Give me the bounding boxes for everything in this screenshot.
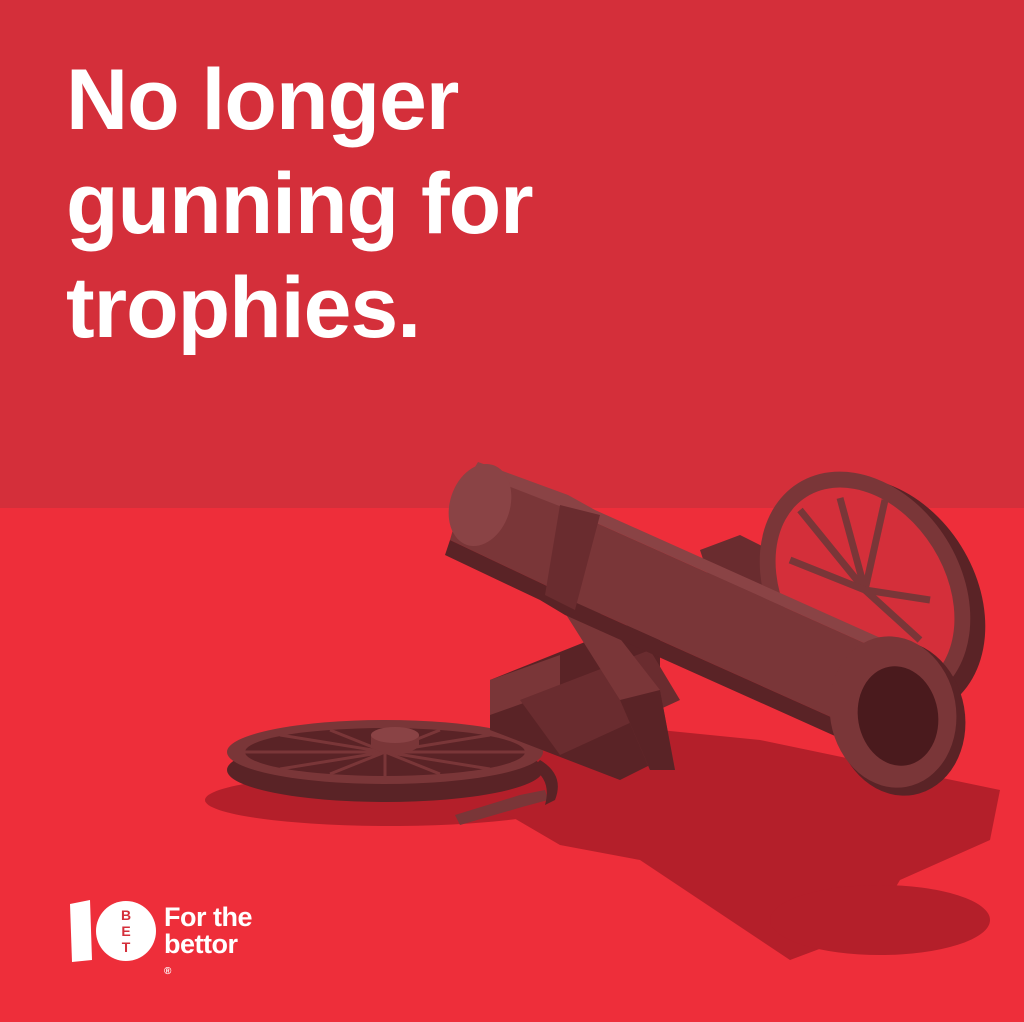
tagline-line-1: For the (164, 902, 252, 932)
headline-line-3: trophies. (66, 260, 421, 356)
headline-line-2: gunning for (66, 156, 533, 252)
fallen-wheel (227, 720, 543, 802)
headline-line-1: No longer (66, 52, 459, 148)
tagline-line-2: bettor ® (164, 931, 252, 985)
logo-one-shape (70, 900, 92, 962)
logo-letter-e: E (121, 923, 131, 939)
brand-tagline (164, 904, 252, 985)
logo-letter-t: T (121, 939, 131, 955)
registered-mark: ® (164, 966, 171, 977)
logo-letter-b: B (120, 907, 132, 923)
